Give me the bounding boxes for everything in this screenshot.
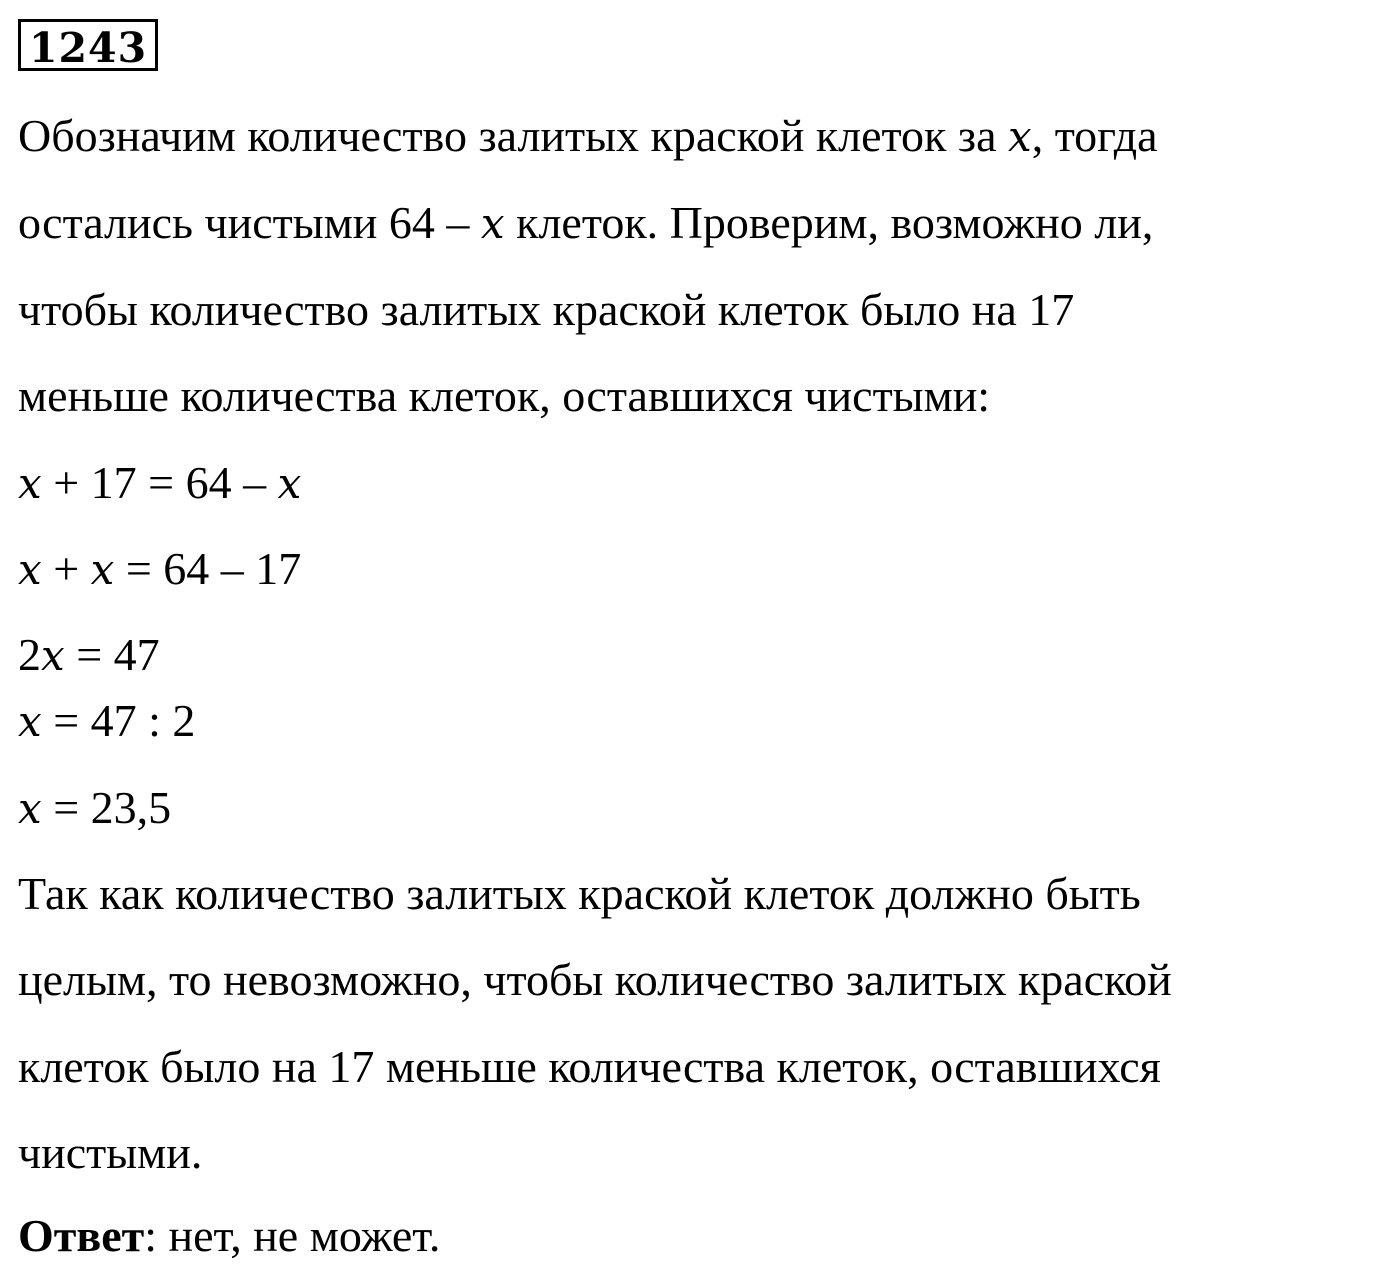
intro-line-3: чтобы количество залитых краской клеток было на 17 bbox=[18, 284, 1075, 335]
equation-1 bbox=[18, 455, 301, 512]
variable-x: x bbox=[1008, 112, 1032, 161]
answer-line bbox=[18, 1208, 440, 1264]
equation-4-text: = 47 : 2 bbox=[41, 695, 196, 746]
conclusion-line-1: Так как количество залитых краской клеток должно быть bbox=[18, 868, 1141, 919]
intro-text-2a: остались чистыми 64 – bbox=[18, 197, 481, 248]
problem-number-box: 1243 bbox=[18, 19, 158, 71]
intro-text-1b: , тогда bbox=[1031, 110, 1158, 161]
variable-x: x bbox=[277, 459, 302, 508]
intro-line-4: меньше количества клеток, оставшихся чистыми: bbox=[18, 370, 991, 421]
conclusion-line-2: целым, то невозможно, чтобы количество залитых краской bbox=[18, 954, 1172, 1005]
variable-x: x bbox=[90, 545, 115, 594]
intro-line-1 bbox=[18, 108, 1158, 165]
equation-3 bbox=[18, 627, 160, 684]
answer-text: : нет, не может. bbox=[144, 1210, 441, 1261]
variable-x: x bbox=[41, 631, 65, 680]
equation-1-text: + 17 = 64 – bbox=[41, 457, 278, 508]
equation-5-text: = 23,5 bbox=[41, 782, 172, 833]
intro-line-2 bbox=[18, 195, 1153, 252]
equation-3-coefficient: 2 bbox=[18, 629, 41, 680]
equation-3-text: = 47 bbox=[64, 629, 160, 680]
conclusion-line-3: клеток было на 17 меньше количества клеток, оставшихся bbox=[18, 1041, 1161, 1092]
intro-text-2b: клеток. Проверим, возможно ли, bbox=[504, 197, 1154, 248]
conclusion-line-4: чистыми. bbox=[18, 1127, 203, 1178]
variable-x: x bbox=[18, 459, 42, 508]
equation-2-text-b: = 64 – 17 bbox=[114, 543, 302, 594]
variable-x: x bbox=[480, 199, 505, 248]
equation-4 bbox=[18, 693, 195, 750]
variable-x: x bbox=[18, 697, 42, 746]
variable-x: x bbox=[18, 545, 42, 594]
answer-label: Ответ bbox=[18, 1210, 145, 1261]
intro-text-1a: Обозначим количество залитых краской клеток за bbox=[18, 110, 1008, 161]
equation-2-text-a: + bbox=[41, 543, 91, 594]
equation-5 bbox=[18, 780, 171, 837]
variable-x: x bbox=[18, 784, 42, 833]
equation-2 bbox=[18, 541, 301, 598]
